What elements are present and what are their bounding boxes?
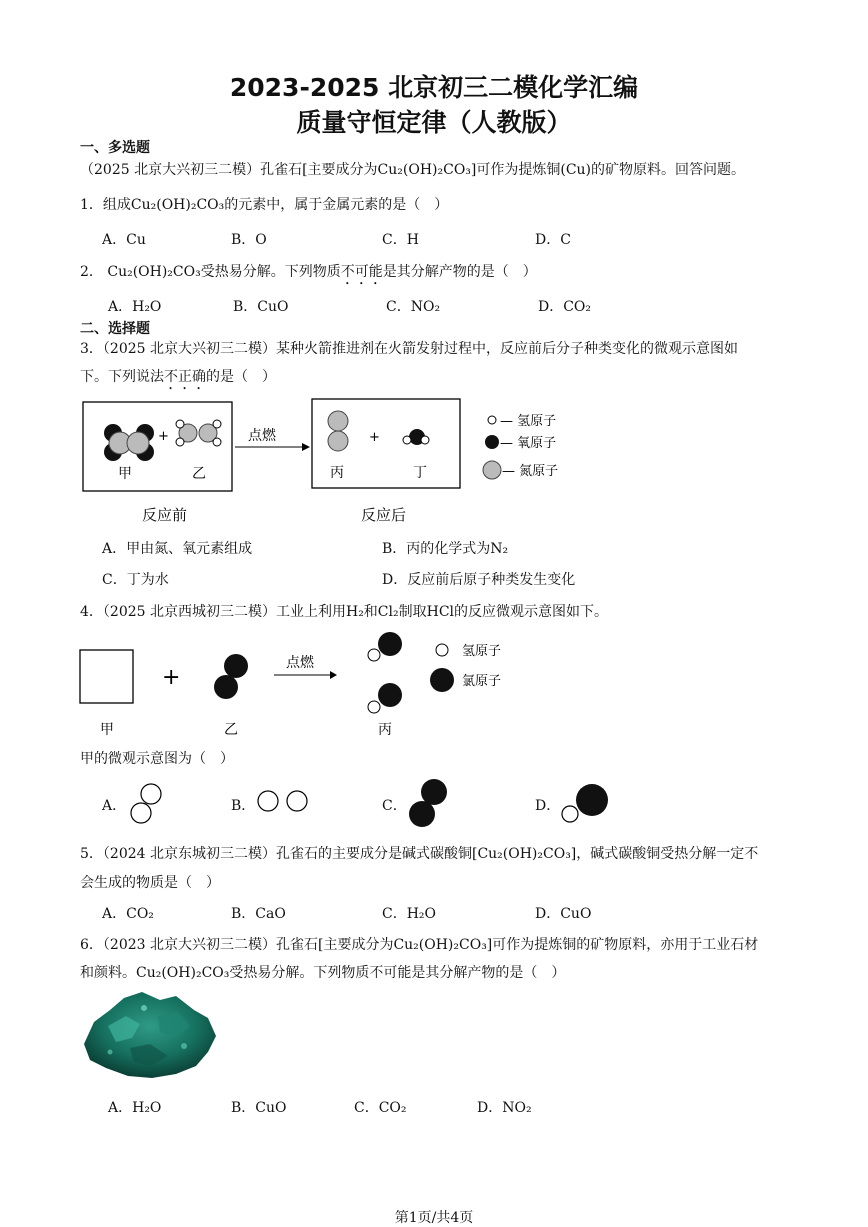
- q3-option-d[interactable]: D．反应前后原子种类发生变化: [382, 572, 576, 588]
- q5-stem-line1: 5．（2024 北京东城初三二模）孔雀石的主要成分是碱式碳酸铜[Cu₂(OH)₂CO₃]，碱式碳酸铜受热分解一定不: [80, 846, 759, 862]
- legend-hydrogen: — 氢原子: [500, 414, 557, 429]
- q4-reaction-diagram: [78, 628, 558, 740]
- intro-text: （2025 北京大兴初三二模）孔雀石[主要成分为Cu₂(OH)₂CO₃]可作为提炼铜(Cu)的矿物原料。回答问题。: [80, 162, 746, 178]
- q5-option-a[interactable]: A．CO₂: [102, 906, 154, 922]
- q4-option-a[interactable]: A．: [102, 798, 127, 814]
- q4-option-d-figure: [558, 782, 613, 826]
- malachite-image: [80, 986, 220, 1081]
- q6-option-c[interactable]: C．CO₂: [354, 1100, 407, 1116]
- q4-option-d[interactable]: D．: [535, 798, 561, 814]
- page-title: 2023-2025 北京初三二模化学汇编: [229, 73, 639, 102]
- q3-option-a[interactable]: A．甲由氮、氧元素组成: [102, 541, 253, 557]
- q2-option-b[interactable]: B．CuO: [233, 299, 289, 315]
- molecule-hcl-2: [368, 683, 402, 713]
- molecule-cl2: [214, 654, 248, 699]
- q3-reaction-diagram: [80, 396, 580, 531]
- molecule-yi: [176, 420, 221, 446]
- before-box: [83, 402, 232, 491]
- legend-nitrogen-icon: [483, 461, 501, 479]
- q4-label-yi: 乙: [224, 722, 238, 738]
- q6-option-b[interactable]: B．CuO: [231, 1100, 287, 1116]
- molecule-bing: [328, 411, 348, 451]
- q4-substem: 甲的微观示意图为（ ）: [80, 751, 234, 767]
- molecule-jia: [104, 424, 154, 461]
- q4-option-c-figure: [402, 776, 452, 832]
- q4-stem: 4．（2025 北京西城初三二模）工业上利用H₂和Cl₂制取HCl的反应微观示意图如下。: [80, 604, 609, 620]
- q4-option-b-figure: [255, 788, 315, 814]
- q1-stem: 1．组成Cu₂(OH)₂CO₃的元素中，属于金属元素的是（ ）: [80, 197, 449, 213]
- section-heading-1: 一、多选题: [80, 140, 150, 156]
- q6-stem-line2: 和颜料。Cu₂(OH)₂CO₃受热易分解。下列物质不可能是其分解产物的是（ ）: [80, 965, 566, 981]
- label-ding: 丁: [413, 465, 427, 481]
- q4-legend-chlorine-icon: [430, 668, 454, 692]
- page-subtitle: 质量守恒定律（人教版）: [296, 108, 572, 137]
- q4-legend-hydrogen: 氢原子: [462, 644, 502, 659]
- q1-option-a[interactable]: A．Cu: [102, 232, 146, 248]
- q5-option-d[interactable]: D．CuO: [535, 906, 592, 922]
- q4-legend-hydrogen-icon: [436, 644, 448, 656]
- legend-hydrogen-icon: [488, 416, 496, 424]
- q2-stem-b: 是其分解产物的是（ ）: [382, 264, 537, 280]
- q4-option-c[interactable]: C．: [382, 798, 407, 814]
- q4-option-b[interactable]: B．: [231, 798, 256, 814]
- q3-option-b[interactable]: B．丙的化学式为N₂: [382, 541, 509, 557]
- q1-option-d[interactable]: D．C: [535, 232, 571, 248]
- q4-option-a-figure: [126, 780, 166, 825]
- q4-legend-chlorine: 氯原子: [462, 674, 502, 689]
- q2-stem: [80, 261, 537, 288]
- q5-option-b[interactable]: B．CaO: [231, 906, 286, 922]
- q6-stem-line1: 6．（2023 北京大兴初三二模）孔雀石[主要成分为Cu₂(OH)₂CO₃]可作为提炼铜的矿物原料，亦用于工业石材: [80, 937, 759, 953]
- molecule-ding: [403, 429, 429, 445]
- q3-stem-line1: 3．（2025 北京大兴初三二模）某种火箭推进剂在火箭发射过程中，反应前后分子种类变化的微观示意图如: [80, 341, 738, 357]
- label-bing: 丙: [330, 465, 344, 481]
- q4-arrow-label: 点燃: [286, 655, 314, 671]
- q2-option-a[interactable]: A．H₂O: [108, 299, 162, 315]
- q5-option-c[interactable]: C．H₂O: [382, 906, 437, 922]
- q2-option-c[interactable]: C．NO₂: [386, 299, 441, 315]
- section-heading-2: 二、选择题: [80, 321, 150, 337]
- q5-stem-line2: 会生成的物质是（ ）: [80, 875, 220, 891]
- arrow-label: 点燃: [248, 428, 276, 444]
- jia-box: [80, 650, 133, 703]
- q3-line2-emphasis: 不正确: [164, 369, 206, 385]
- molecule-hcl-1: [368, 632, 402, 661]
- plus-sign-1: +: [158, 429, 169, 444]
- caption-after: 反应后: [361, 506, 407, 524]
- legend-nitrogen: — 氮原子: [502, 464, 559, 479]
- plus-sign-2: +: [369, 430, 380, 445]
- q6-option-a[interactable]: A．H₂O: [108, 1100, 162, 1116]
- caption-before: 反应前: [142, 506, 188, 524]
- q4-label-bing: 丙: [378, 722, 392, 738]
- legend-oxygen-icon: [485, 435, 499, 449]
- label-jia: 甲: [118, 466, 132, 482]
- q2-option-d[interactable]: D．CO₂: [538, 299, 592, 315]
- label-yi: 乙: [192, 466, 206, 482]
- page-footer: 第1页/共4页: [394, 1210, 474, 1226]
- q6-option-d[interactable]: D．NO₂: [477, 1100, 532, 1116]
- q2-stem-emphasis: 不可能: [340, 264, 383, 280]
- q2-stem-a: 2． Cu₂(OH)₂CO₃受热易分解。下列物质: [80, 264, 341, 280]
- q1-option-c[interactable]: C．H: [382, 232, 419, 248]
- q4-label-jia: 甲: [100, 722, 114, 738]
- q3-line2-b: 的是（ ）: [206, 369, 276, 385]
- plus-sign: +: [162, 665, 181, 690]
- q3-stem-line2: [80, 366, 276, 393]
- legend-oxygen: — 氧原子: [500, 436, 557, 451]
- q3-option-c[interactable]: C．丁为水: [102, 572, 169, 588]
- q1-option-b[interactable]: B．O: [231, 232, 267, 248]
- q3-line2-a: 下。下列说法: [80, 369, 164, 385]
